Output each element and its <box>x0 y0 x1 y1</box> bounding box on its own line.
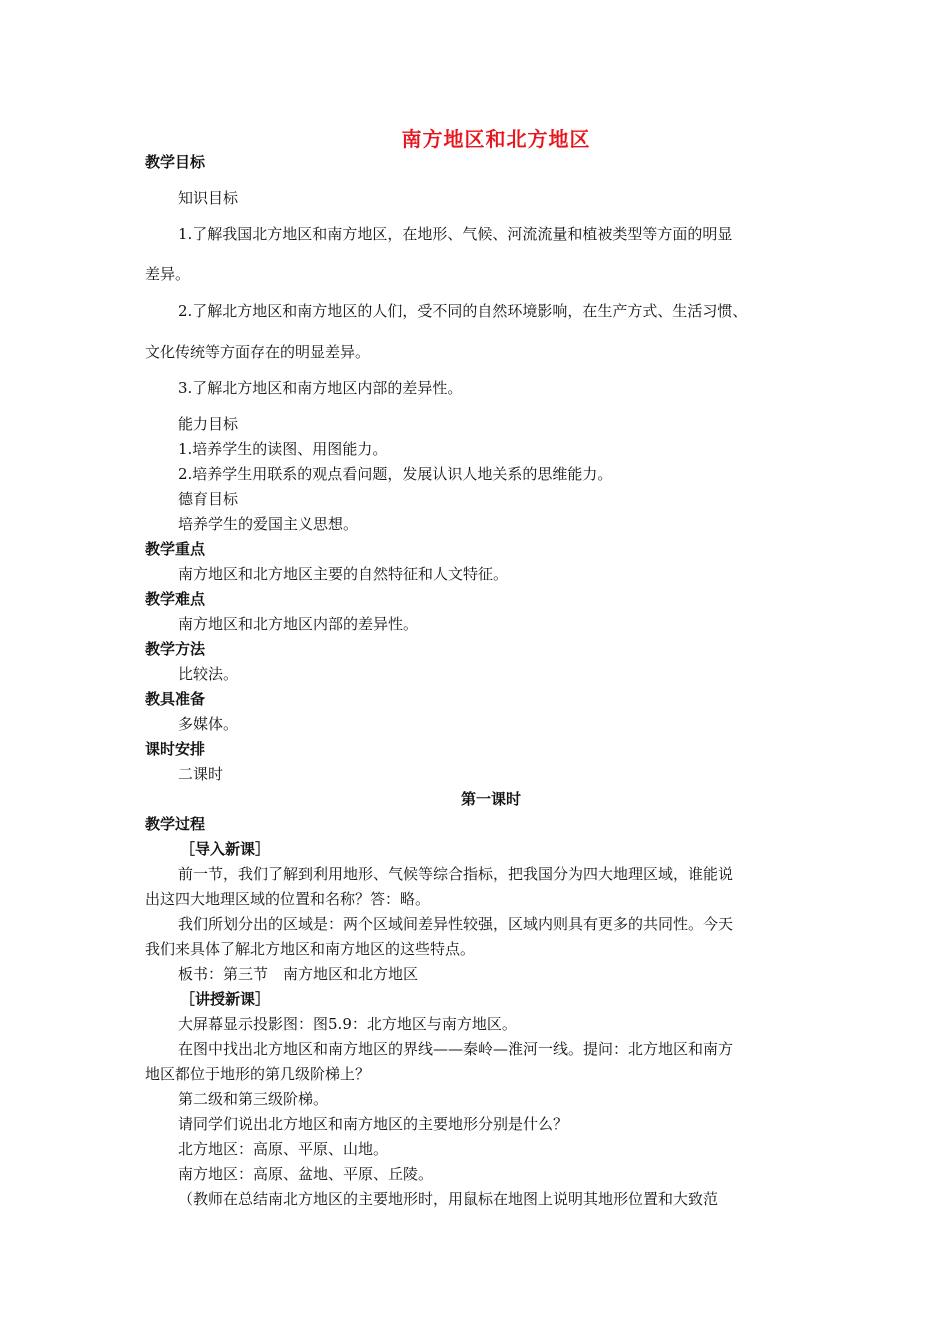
paragraph-9: （教师在总结南北方地区的主要地形时，用鼠标在地图上说明其地形位置和大致范 <box>178 1190 719 1208</box>
moral-text: 培养学生的爱国主义思想。 <box>178 515 359 533</box>
paragraph-5: 第二级和第三级阶梯。 <box>178 1090 329 1108</box>
paragraph-4-cont: 地区都位于地形的第几级阶梯上？ <box>145 1065 371 1083</box>
process-heading: 教学过程 <box>145 815 206 833</box>
knowledge-item-1-cont: 差异。 <box>145 265 191 283</box>
ability-item-2: 2.培养学生用联系的观点看问题，发展认识人地关系的思维能力。 <box>178 465 613 483</box>
difficulty-heading: 教学难点 <box>145 590 206 608</box>
knowledge-item-2: 2.了解北方地区和南方地区的人们，受不同的自然环境影响，在生产方式、生活习惯、 <box>178 302 748 320</box>
paragraph-4: 在图中找出北方地区和南方地区的界线——秦岭—淮河一线。提问：北方地区和南方 <box>178 1040 734 1058</box>
teach-heading: ［讲授新课］ <box>180 990 271 1008</box>
knowledge-item-2-cont: 文化传统等方面存在的明显差异。 <box>145 343 371 361</box>
knowledge-heading: 知识目标 <box>178 189 239 207</box>
intro-heading: ［导入新课］ <box>180 840 271 858</box>
focus-text: 南方地区和北方地区主要的自然特征和人文特征。 <box>178 565 509 583</box>
paragraph-1: 前一节，我们了解到利用地形、气候等综合指标，把我国分为四大地理区域，谁能说 <box>178 865 734 883</box>
page-title: 南方地区和北方地区 <box>401 127 591 151</box>
knowledge-item-1: 1.了解我国北方地区和南方地区，在地形、气候、河流流量和植被类型等方面的明显 <box>178 225 733 243</box>
method-heading: 教学方法 <box>145 640 206 658</box>
schedule-heading: 课时安排 <box>145 740 206 758</box>
tools-text: 多媒体。 <box>178 715 239 733</box>
ability-heading: 能力目标 <box>178 415 239 433</box>
paragraph-1-cont: 出这四大地理区域的位置和名称？答：略。 <box>145 890 431 908</box>
paragraph-3: 大屏幕显示投影图：图5.9：北方地区与南方地区。 <box>178 1015 517 1033</box>
paragraph-2-cont: 我们来具体了解北方地区和南方地区的这些特点。 <box>145 940 476 958</box>
board-text: 板书：第三节 南方地区和北方地区 <box>178 965 419 983</box>
paragraph-8: 南方地区：高原、盆地、平原、丘陵。 <box>178 1165 434 1183</box>
tools-heading: 教具准备 <box>145 690 206 708</box>
paragraph-6: 请同学们说出北方地区和南方地区的主要地形分别是什么？ <box>178 1115 569 1133</box>
moral-heading: 德育目标 <box>178 490 239 508</box>
paragraph-7: 北方地区：高原、平原、山地。 <box>178 1140 389 1158</box>
paragraph-2: 我们所划分出的区域是：两个区域间差异性较强，区域内则具有更多的共同性。今天 <box>178 915 734 933</box>
schedule-text: 二课时 <box>178 765 224 783</box>
ability-item-1: 1.培养学生的读图、用图能力。 <box>178 440 388 458</box>
lesson-heading: 第一课时 <box>460 790 521 808</box>
goals-heading: 教学目标 <box>145 153 206 171</box>
focus-heading: 教学重点 <box>145 540 206 558</box>
method-text: 比较法。 <box>178 665 239 683</box>
knowledge-item-3: 3.了解北方地区和南方地区内部的差异性。 <box>178 379 463 397</box>
difficulty-text: 南方地区和北方地区内部的差异性。 <box>178 615 419 633</box>
